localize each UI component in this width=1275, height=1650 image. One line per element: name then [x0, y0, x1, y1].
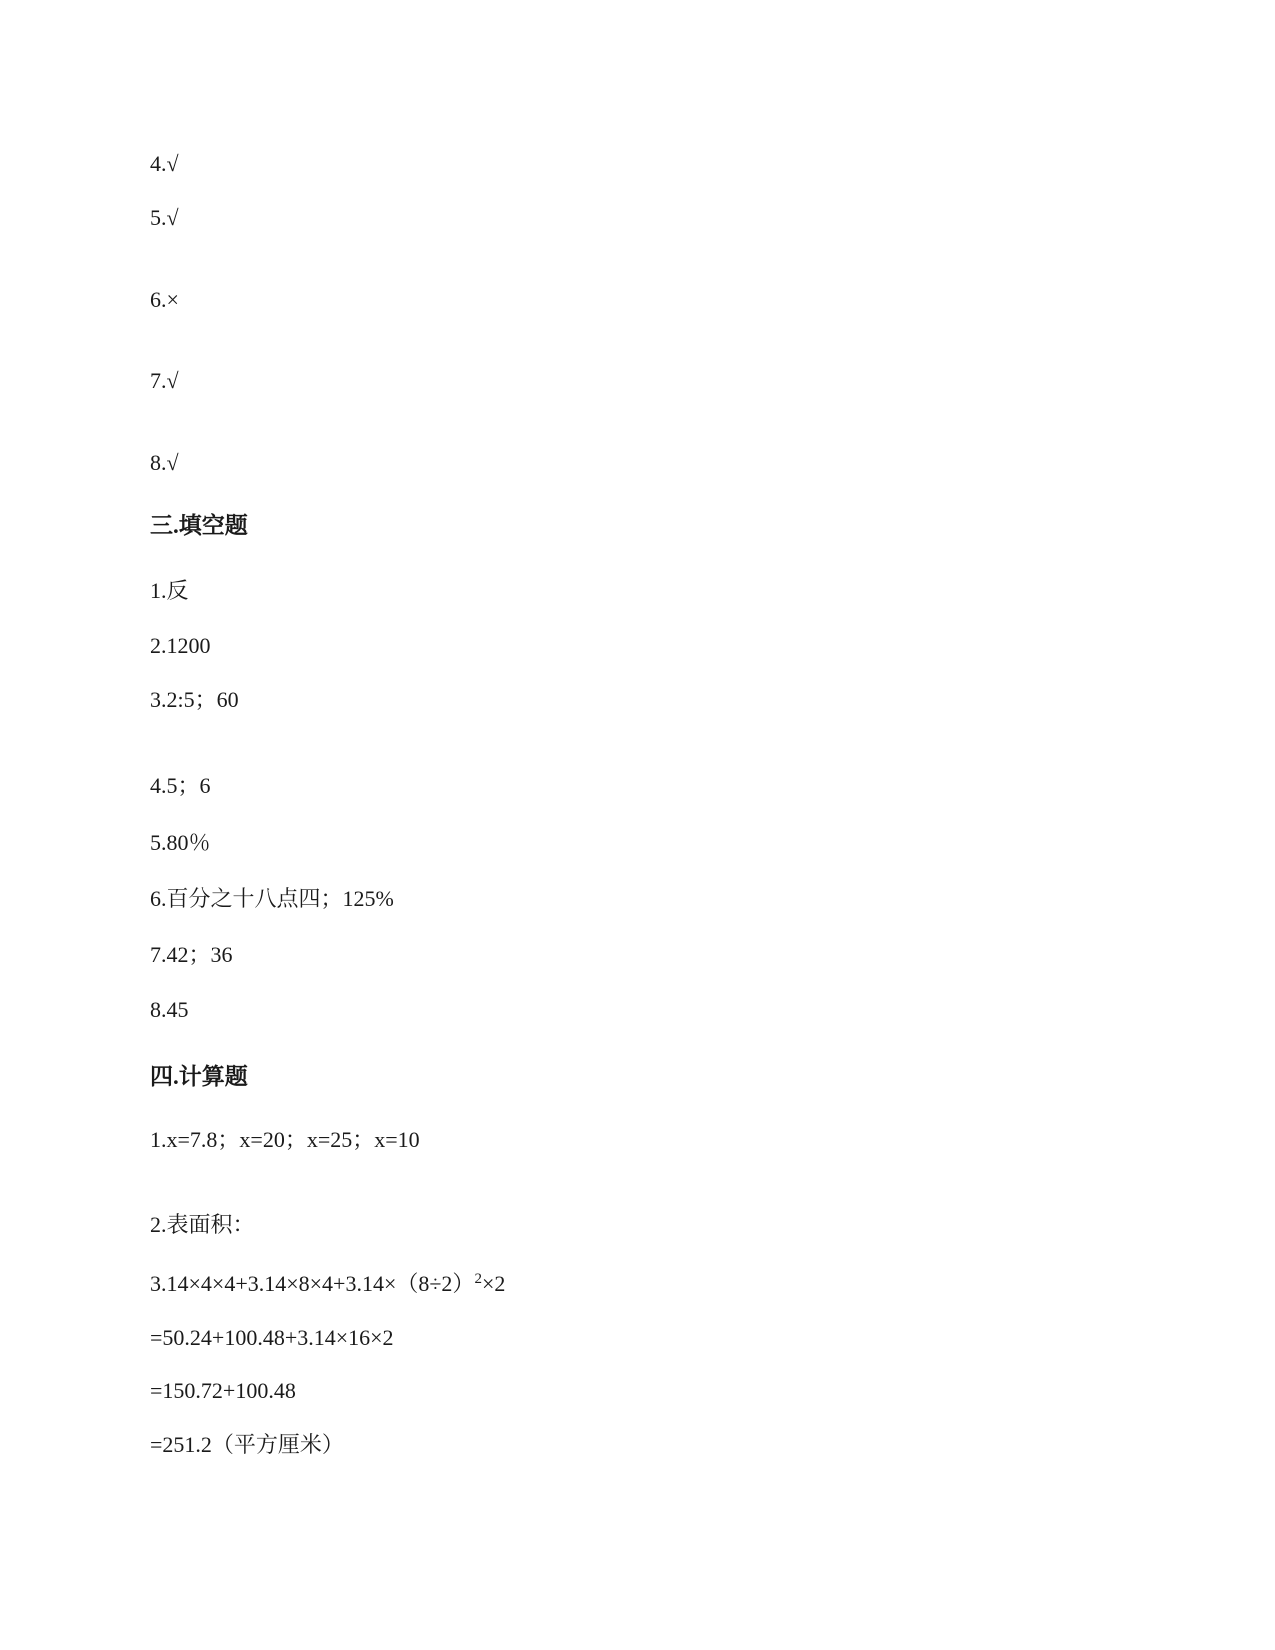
calc-step-2: =150.72+100.48: [150, 1378, 296, 1403]
formula-tail: ×2: [481, 1271, 506, 1296]
judgement-answer-4: 4.√: [150, 151, 179, 176]
fill-answer-1: 1.反: [150, 578, 189, 603]
fill-answer-5: 5.80％: [150, 830, 211, 855]
calc-step-1: =50.24+100.48+3.14×16×2: [150, 1325, 394, 1350]
calc-answer-2-title: 2.表面积：: [150, 1212, 255, 1237]
section-heading-calculation: 四.计算题: [150, 1064, 248, 1089]
fill-answer-2: 2.1200: [150, 633, 211, 658]
fill-answer-6: 6.百分之十八点四；125%: [150, 886, 394, 911]
fill-answer-4: 4.5；6: [150, 773, 211, 798]
judgement-answer-6: 6.×: [150, 287, 179, 312]
fill-answer-3: 3.2:5；60: [150, 687, 239, 712]
fill-answer-7: 7.42；36: [150, 942, 233, 967]
judgement-answer-7: 7.√: [150, 368, 179, 393]
formula-main: 3.14×4×4+3.14×8×4+3.14×（8÷2）: [150, 1271, 475, 1296]
calc-answer-1: 1.x=7.8；x=20；x=25；x=10: [150, 1127, 420, 1152]
calc-formula: [150, 1270, 505, 1298]
section-heading-fill-blank: 三.填空题: [150, 513, 248, 538]
formula-exponent: 2: [474, 1271, 482, 1287]
calc-step-3: =251.2（平方厘米）: [150, 1432, 344, 1457]
fill-answer-8: 8.45: [150, 997, 189, 1022]
judgement-answer-5: 5.√: [150, 205, 179, 230]
judgement-answer-8: 8.√: [150, 450, 179, 475]
